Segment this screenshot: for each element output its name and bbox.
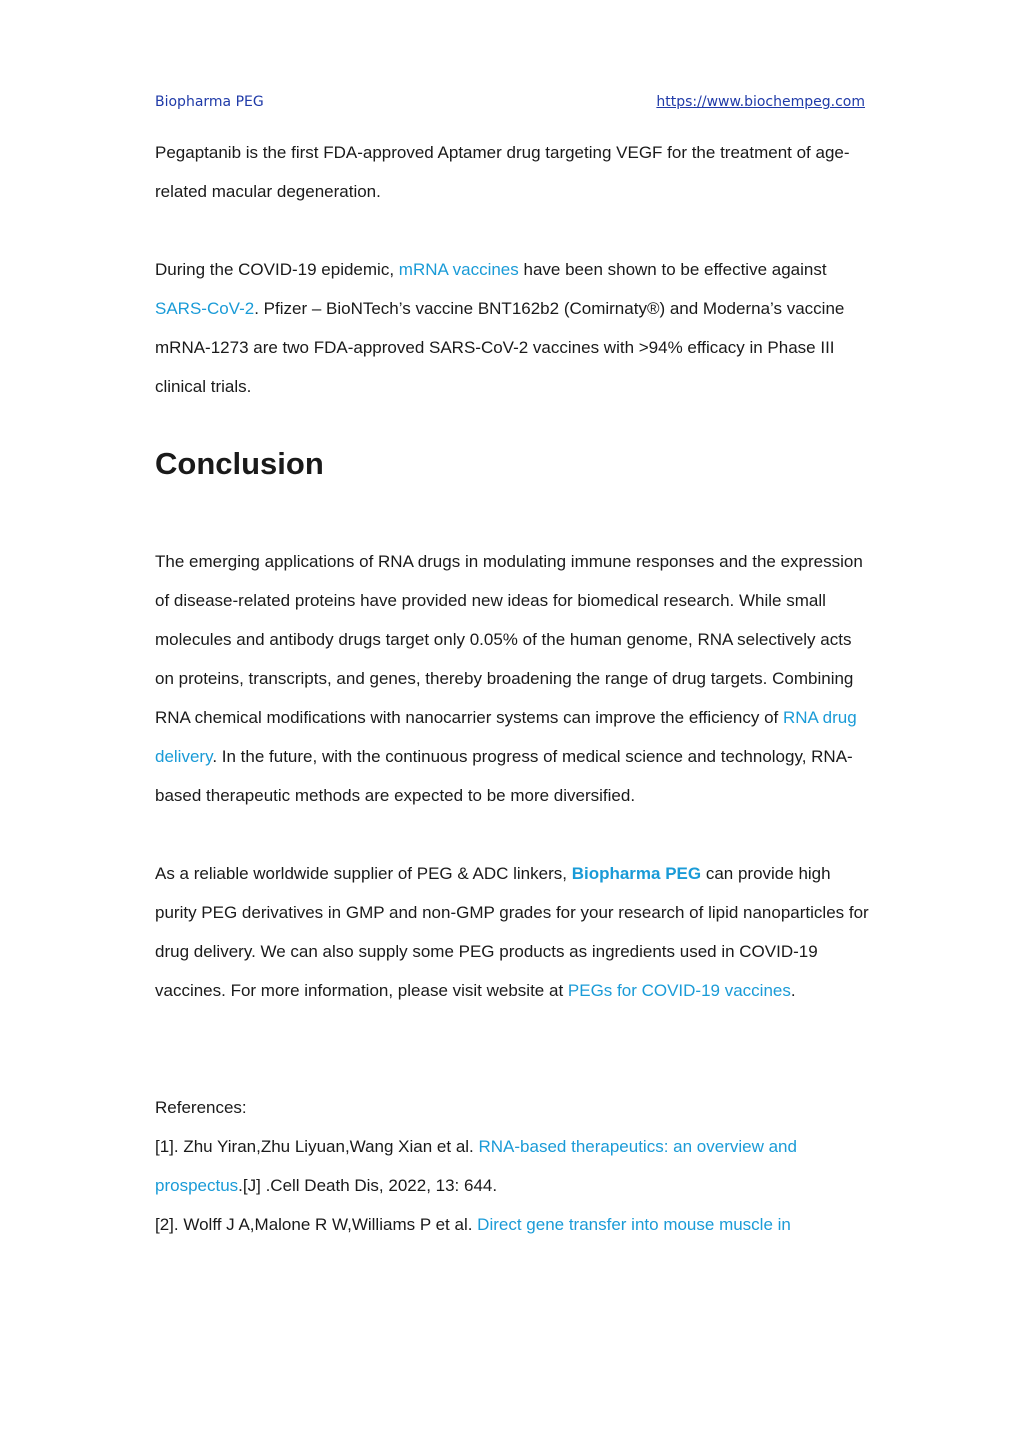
- paragraph-pegaptanib: Pegaptanib is the first FDA-approved Aptamer drug targeting VEGF for the treatment of age-related macular degeneration.: [155, 143, 850, 201]
- references-spacer: [155, 1010, 875, 1088]
- paragraph-text: During the COVID-19 epidemic,: [155, 260, 399, 279]
- header-url-link[interactable]: https://www.biochempeg.com: [656, 94, 865, 110]
- pegs-for-covid-vaccines-link[interactable]: PEGs for COVID-19 vaccines: [567, 981, 791, 1000]
- mrna-vaccines-link[interactable]: mRNA vaccines: [398, 260, 519, 279]
- paragraph-text: The emerging applications of RNA drugs in modulating immune responses and the expression of disease-related proteins have provided new ideas for biomedical research. While small molecules and antibody drugs target only 0.05% of the human genome, RNA selectively acts on proteins, transcripts, and genes, thereby broadening the range of drug targets. Combining RNA chemical modifications with nanocarrier systems can improve the efficiency of: [155, 552, 863, 727]
- biopharma-peg-link[interactable]: Biopharma PEG: [571, 864, 702, 883]
- reference-text: [2]. Wolff J A,Malone R W,Williams P et al.: [155, 1215, 478, 1234]
- references-label: References:: [155, 1098, 247, 1117]
- reference-1-link[interactable]: RNA-based therapeutics: an overview and prospectus: [155, 1137, 797, 1195]
- rna-drug-delivery-link[interactable]: RNA drug delivery: [155, 708, 857, 766]
- document-body: [155, 133, 875, 1244]
- paragraph-conclusion: [155, 542, 875, 815]
- reference-item-1: [155, 1127, 875, 1205]
- reference-item-2: [155, 1205, 875, 1244]
- header-brand: Biopharma PEG: [155, 94, 264, 110]
- reference-2-link[interactable]: Direct gene transfer into mouse muscle in: [477, 1215, 791, 1234]
- paragraph-mrna-vaccines: [155, 250, 875, 406]
- paragraph-text: can provide high purity PEG derivatives in GMP and non-GMP grades for your research of lipid nanoparticles for drug delivery. We can also supply some PEG products as ingredients used in COVID-19 vaccines. For more information, please visit website at: [155, 864, 869, 1000]
- paragraph-text: . Pfizer – BioNTech’s vaccine BNT162b2 (Comirnaty®) and Moderna’s vaccine mRNA-1273 are two FDA-approved SARS-CoV-2 vaccines with >94% efficacy in Phase III clinical trials.: [155, 299, 845, 396]
- paragraph-spacer: [155, 815, 875, 854]
- reference-text: .[J] .Cell Death Dis, 2022, 13: 644.: [238, 1176, 498, 1195]
- paragraph-text: . In the future, with the continuous progress of medical science and technology, RNA-based therapeutic methods are expected to be more diversified.: [155, 747, 853, 805]
- paragraph-spacer: [155, 211, 875, 250]
- sars-cov-2-link[interactable]: SARS-CoV-2: [155, 299, 255, 318]
- paragraph-supplier: [155, 854, 875, 1010]
- reference-text: [1]. Zhu Yiran,Zhu Liyuan,Wang Xian et al.: [155, 1137, 479, 1156]
- paragraph-text: .: [790, 981, 796, 1000]
- paragraph-text: As a reliable worldwide supplier of PEG & ADC linkers,: [155, 864, 572, 883]
- page-header: [155, 94, 865, 116]
- conclusion-heading: Conclusion: [155, 446, 324, 481]
- paragraph-text: have been shown to be effective against: [518, 260, 827, 279]
